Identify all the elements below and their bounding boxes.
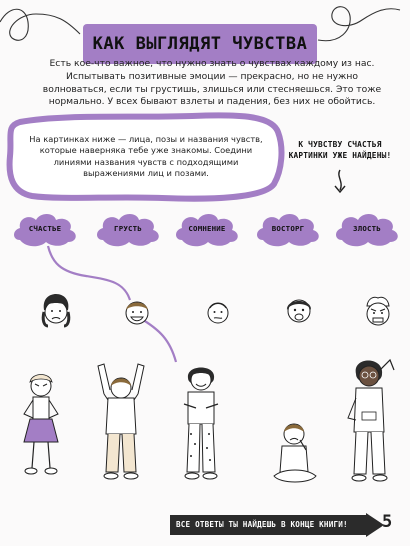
page-number: 5 (382, 512, 393, 532)
emotion-cloud-sadness[interactable] (93, 210, 163, 250)
face-angry-icon[interactable] (364, 296, 392, 328)
emotion-label: ЗЛОСТЬ (353, 224, 381, 233)
figure-thumbs-up-girl[interactable] (176, 364, 226, 488)
emotion-cloud-delight[interactable] (253, 210, 323, 250)
emotion-cloud-anger[interactable] (332, 210, 402, 250)
face-doubt-icon[interactable] (206, 300, 230, 326)
emotion-label: ВОСТОРГ (271, 224, 305, 233)
emotion-cloud-happiness[interactable] (10, 210, 80, 250)
hint-arrow-icon (328, 168, 352, 196)
intro-paragraph: Есть кое-что важное, что нужно знать о чувствах каждому из нас. Испытывать позитивные эмоции — прекрасно, но не нужно волноваться, если ты грустишь, злишься или стесняешься. Это тоже нормально. У всех бывают взлеты и падения, без них не обойтись. (42, 58, 382, 108)
figure-sitting-boy[interactable] (270, 420, 320, 492)
emotion-label: СОМНЕНИЕ (188, 224, 226, 233)
figure-happy-boy[interactable] (94, 360, 148, 488)
footer-answers-note: ВСЕ ОТВЕТЫ ТЫ НАЙДЕШЬ В КОНЦЕ КНИГИ! (176, 520, 348, 529)
emotion-label: ГРУСТЬ (114, 224, 142, 233)
emotion-cloud-doubt[interactable] (172, 210, 242, 250)
hint-text: К ЧУВСТВУ СЧАСТЬЯ КАРТИНКИ УЖЕ НАЙДЕНЫ! (288, 140, 392, 160)
page-title: КАК ВЫГЛЯДЯТ ЧУВСТВА (92, 34, 308, 54)
figure-angry-girl[interactable] (18, 370, 64, 482)
figure-thinking-girl[interactable] (344, 356, 398, 488)
face-sad-icon[interactable] (40, 292, 72, 328)
face-delight-icon[interactable] (284, 294, 314, 326)
instruction-note: На картинках ниже — лица, позы и названия чувств, которые наверняка тебе уже знакомы. Соедини линиями названия чувств с подходящими выражениями лиц и позами. (29, 134, 263, 179)
emotion-label: СЧАСТЬЕ (28, 224, 62, 233)
face-happy-icon[interactable] (122, 296, 152, 328)
